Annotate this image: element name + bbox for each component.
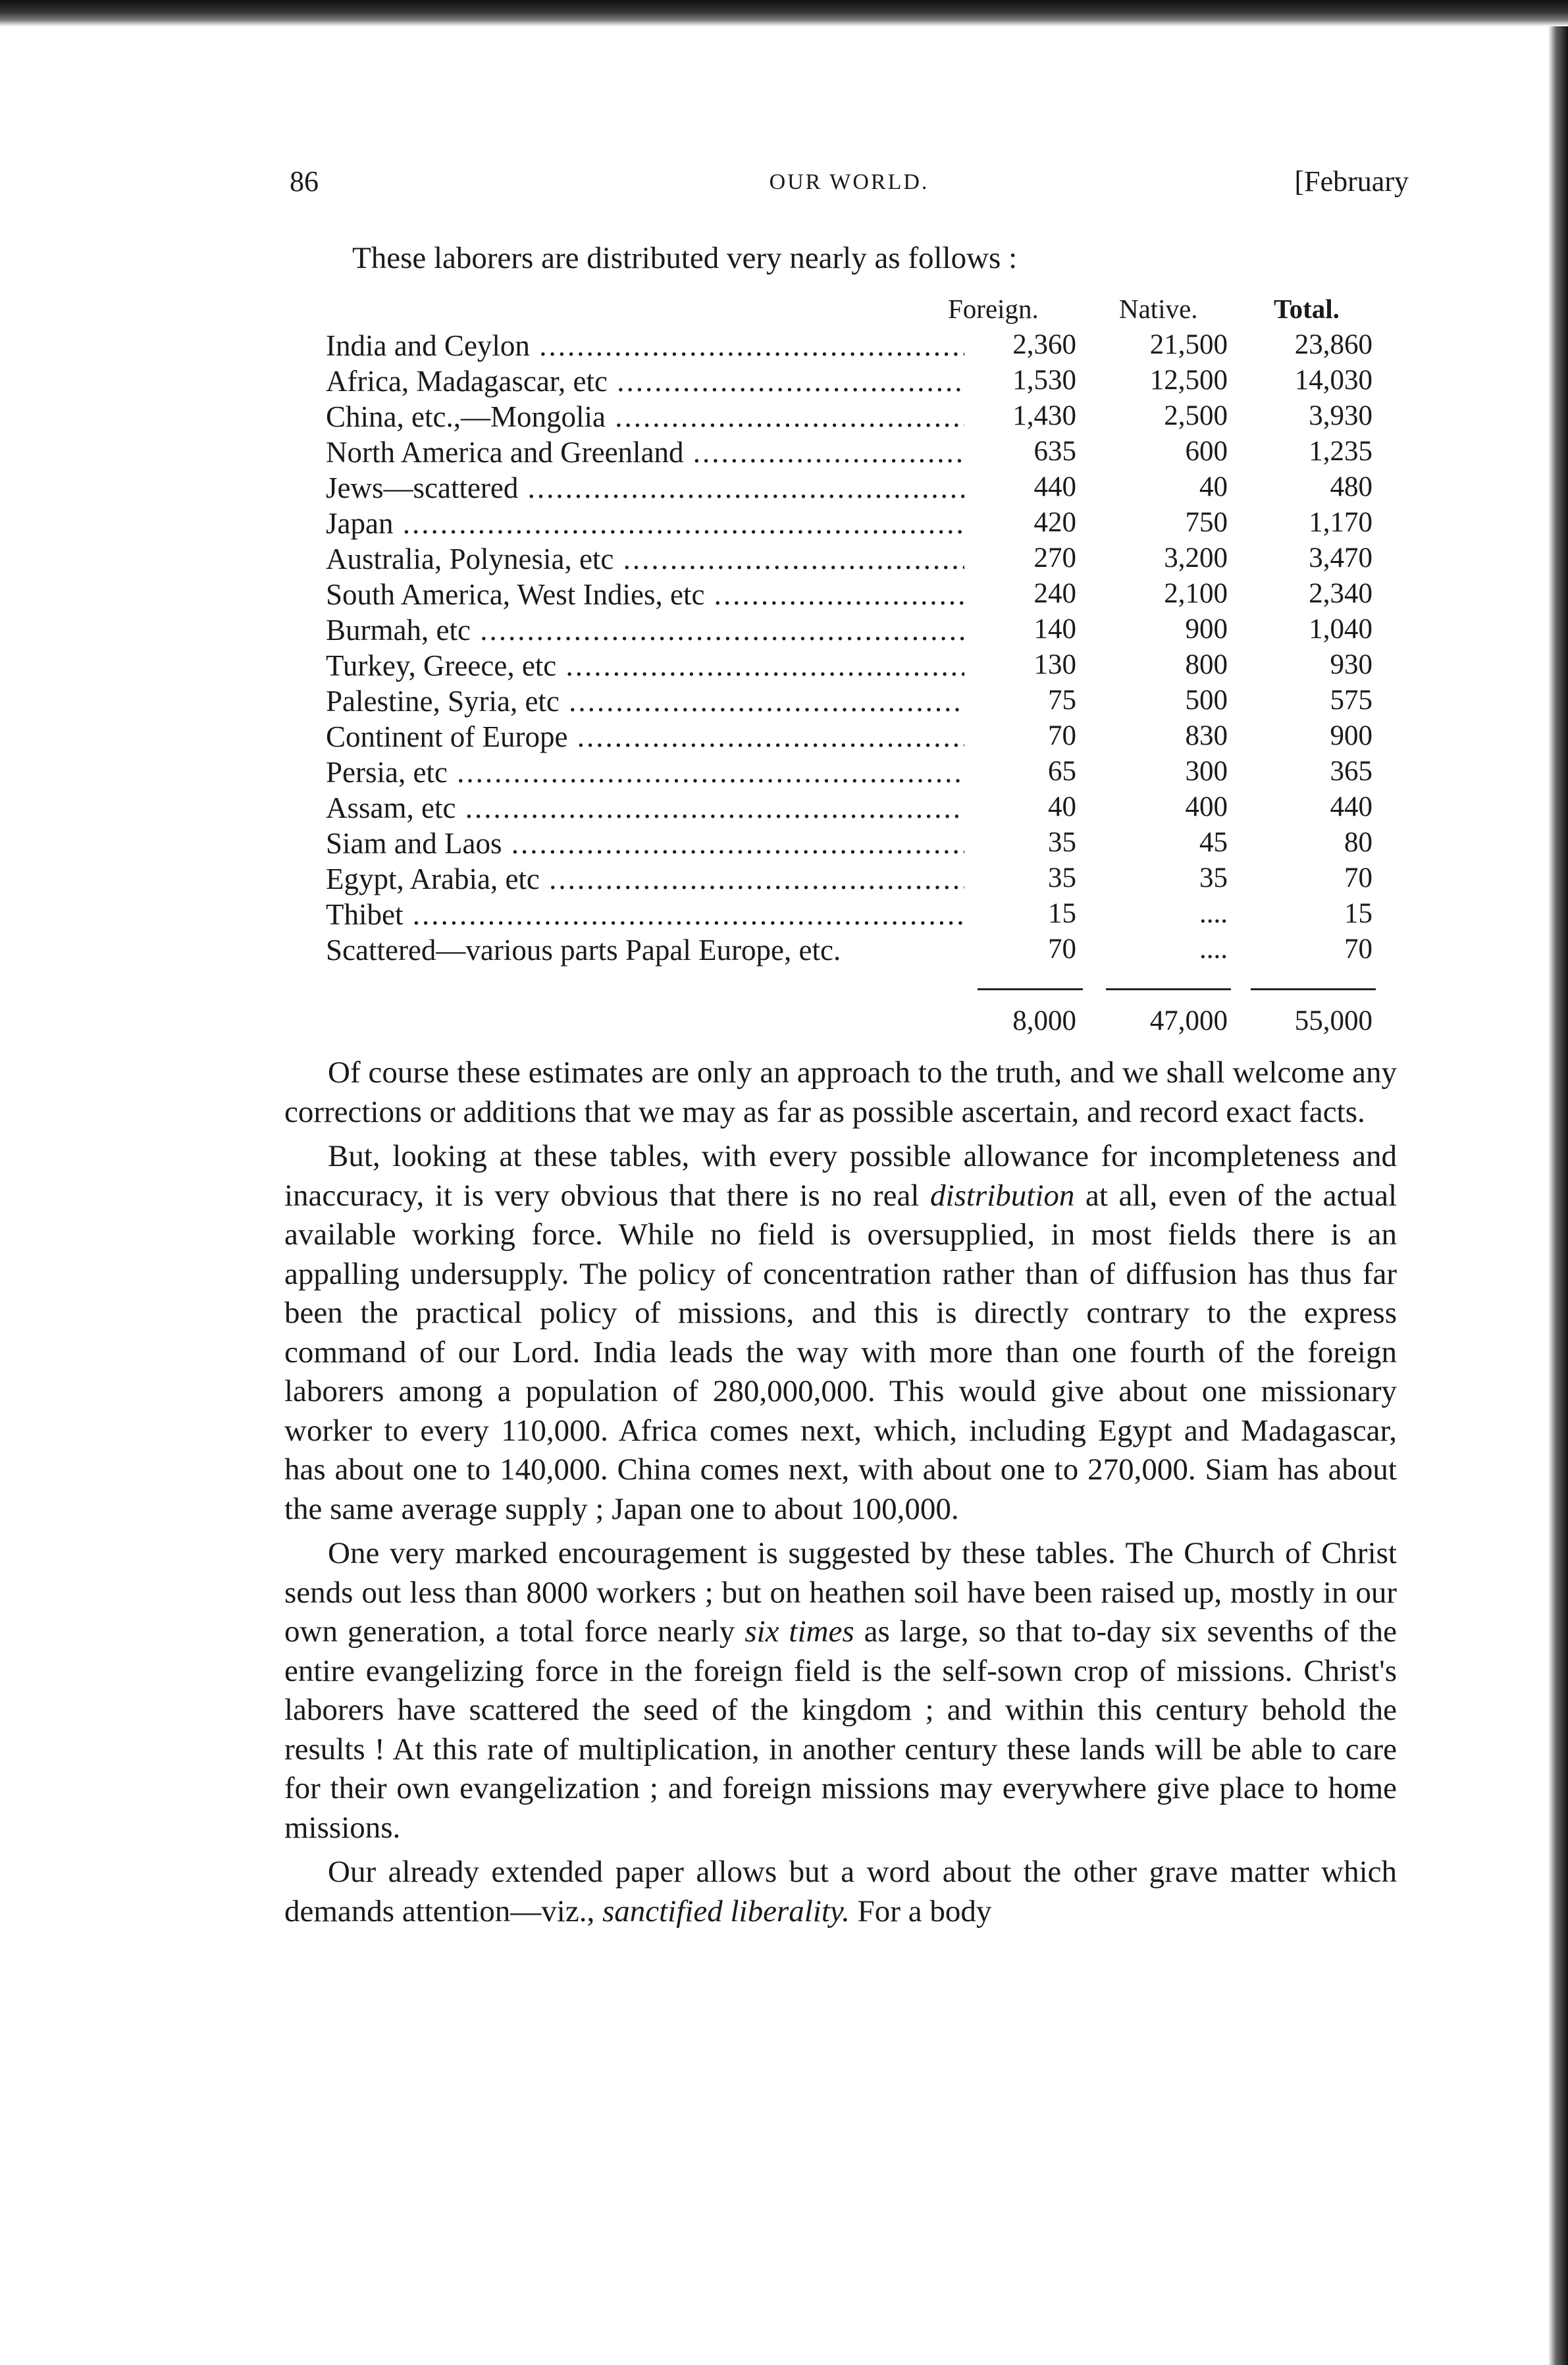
row-native: 500 <box>1185 685 1228 716</box>
table-row <box>326 435 1372 471</box>
table-row <box>326 613 1372 649</box>
row-total: 3,470 <box>1309 543 1372 573</box>
row-foreign: 35 <box>1048 863 1076 893</box>
row-total: 1,235 <box>1309 436 1372 467</box>
row-foreign: 70 <box>1048 934 1076 965</box>
row-label: Australia, Polynesia, etc ..... <box>326 542 964 576</box>
column-header-foreign: Foreign. <box>948 294 1039 324</box>
row-total: 14,030 <box>1294 365 1372 396</box>
table-row <box>326 755 1372 791</box>
row-foreign: 1,430 <box>1012 400 1076 431</box>
paragraph-2 <box>284 1137 1397 1529</box>
table-intro: These laborers are distributed very nearly as follows : <box>352 241 1018 275</box>
row-foreign: 70 <box>1048 720 1076 751</box>
page-number: 86 <box>290 165 319 198</box>
row-native: 40 <box>1199 471 1228 502</box>
table-row <box>326 933 1372 969</box>
row-total: 365 <box>1330 756 1372 787</box>
row-native: 35 <box>1199 863 1228 893</box>
totals-row <box>326 995 1372 1041</box>
paragraph-3-text-b: as large, so that to-day six sevenths of the entire evangelizing force in the foreign field is the self-sown crop of missions. Christ's laborers have scattered the seed of the kingdom ; and within this century behold the results ! At this rate of multiplication, in another century these lands will be able to care for their own evangelization ; and foreign missions may everywhere give place to home missions. <box>284 1614 1397 1845</box>
row-native: 800 <box>1185 649 1228 680</box>
total-native: 47,000 <box>1149 1005 1228 1036</box>
row-foreign: 40 <box>1048 791 1076 822</box>
scan-top-edge <box>0 0 1568 26</box>
paragraph-3-text-a: One very marked encouragement is suggested by these tables. The Church of Christ sends out less than 8000 workers ; but on heathen soil have been raised up, mostly in our own generation, a total force nearly <box>284 1536 1397 1649</box>
table-row <box>326 826 1372 862</box>
table-row <box>326 329 1372 364</box>
table-row <box>326 649 1372 684</box>
row-foreign: 635 <box>1033 436 1076 467</box>
table-row <box>326 720 1372 755</box>
row-label: Assam, etc ..... <box>326 791 964 825</box>
page-header <box>290 165 1409 204</box>
row-native: .... <box>1199 934 1228 965</box>
row-label: Continent of Europe ..... <box>326 720 964 754</box>
paragraph-4-text-a: Our already extended paper allows but a word about the other grave matter which demands attention—viz., <box>284 1855 1397 1928</box>
emphasis-six-times: six times <box>745 1614 854 1649</box>
header-date: [February <box>1294 165 1409 198</box>
table-row <box>326 862 1372 897</box>
running-head: OUR WORLD. <box>769 170 929 194</box>
row-foreign: 2,360 <box>1012 329 1076 360</box>
row-native: 45 <box>1199 827 1228 858</box>
rule-foreign <box>978 988 1083 990</box>
total-total: 55,000 <box>1294 1005 1372 1036</box>
row-foreign: 1,530 <box>1012 365 1076 396</box>
column-headers <box>326 293 1366 329</box>
table-row <box>326 400 1372 435</box>
table-row <box>326 684 1372 720</box>
paragraph-1 <box>284 1053 1397 1132</box>
table-row <box>326 791 1372 826</box>
sum-rules <box>326 969 1366 995</box>
paragraph-2-text-b: at all, even of the actual available working force. While no field is oversupplied, in most fields there is an appalling undersupply. The policy of concentration rather than of diffusion has thus far been the practical policy of missions, and this is directly contrary to the express command of our Lord. India leads the way with more than one fourth of the foreign laborers among a population of 280,000,000. This would give about one missionary worker to every 110,000. Africa comes next, which, including Egypt and Madagascar, has about one to 140,000. China comes next, with about one to 270,000. Siam has about the same average supply ; Japan one to about 100,000. <box>284 1178 1397 1526</box>
row-total: 2,340 <box>1309 578 1372 609</box>
paragraph-1-text: Of course these estimates are only an approach to the truth, and we shall welcome any corrections or additions that we may as far as possible ascertain, and record exact facts. <box>284 1055 1397 1129</box>
row-total: 3,930 <box>1309 400 1372 431</box>
row-foreign: 130 <box>1033 649 1076 680</box>
row-total: 23,860 <box>1294 329 1372 360</box>
row-native: 3,200 <box>1164 543 1228 573</box>
row-foreign: 420 <box>1033 507 1076 538</box>
table-row <box>326 577 1372 613</box>
row-foreign: 35 <box>1048 827 1076 858</box>
laborers-table <box>326 293 1372 1041</box>
row-total: 1,170 <box>1309 507 1372 538</box>
paragraph-2-text-a: But, looking at these tables, with every possible allowance for incompleteness and inaccuracy, it is very obvious that there is no real <box>284 1139 1397 1213</box>
row-label: Burmah, etc ..... <box>326 613 964 647</box>
rule-total <box>1251 988 1376 990</box>
row-total: 15 <box>1344 898 1372 929</box>
column-header-total: Total. <box>1274 294 1340 324</box>
row-foreign: 240 <box>1033 578 1076 609</box>
scan-right-edge <box>1548 26 1568 2365</box>
row-total: 930 <box>1330 649 1372 680</box>
paragraph-4-text-b: For a body <box>849 1894 992 1928</box>
row-foreign: 65 <box>1048 756 1076 787</box>
emphasis-sanctified-liberality: sanctified liberality. <box>602 1894 850 1928</box>
row-native: 600 <box>1185 436 1228 467</box>
row-total: 1,040 <box>1309 614 1372 645</box>
row-native: 750 <box>1185 507 1228 538</box>
row-total: 80 <box>1344 827 1372 858</box>
row-label: Egypt, Arabia, etc ..... <box>326 862 964 896</box>
row-label: Turkey, Greece, etc ..... <box>326 649 964 683</box>
row-label: Siam and Laos ..... <box>326 826 964 861</box>
row-total: 575 <box>1330 685 1372 716</box>
row-label: Thibet ..... <box>326 897 964 932</box>
row-label: India and Ceylon ..... <box>326 329 964 363</box>
row-native: 400 <box>1185 791 1228 822</box>
table-row <box>326 897 1372 933</box>
row-label: China, etc.,—Mongolia ..... <box>326 400 964 434</box>
row-native: 2,100 <box>1164 578 1228 609</box>
row-label: Africa, Madagascar, etc ..... <box>326 364 964 398</box>
row-native: 300 <box>1185 756 1228 787</box>
row-total: 70 <box>1344 934 1372 965</box>
total-foreign: 8,000 <box>1012 1005 1076 1036</box>
emphasis-distribution: distribution <box>930 1178 1075 1213</box>
row-total: 480 <box>1330 471 1372 502</box>
row-foreign: 75 <box>1048 685 1076 716</box>
body-text <box>284 1053 1397 1936</box>
row-foreign: 270 <box>1033 543 1076 573</box>
row-native: 21,500 <box>1149 329 1228 360</box>
row-native: 830 <box>1185 720 1228 751</box>
paragraph-3 <box>284 1534 1397 1847</box>
row-label: North America and Greenland ..... <box>326 435 964 469</box>
row-total: 440 <box>1330 791 1372 822</box>
table-row <box>326 506 1372 542</box>
row-native: 2,500 <box>1164 400 1228 431</box>
row-label: Jews—scattered ..... <box>326 471 964 505</box>
row-total: 900 <box>1330 720 1372 751</box>
column-header-native: Native. <box>1119 294 1198 324</box>
row-foreign: 440 <box>1033 471 1076 502</box>
row-label: South America, West Indies, etc ..... <box>326 577 964 612</box>
row-label: Japan ..... <box>326 506 964 541</box>
row-native: 12,500 <box>1149 365 1228 396</box>
row-foreign: 140 <box>1033 614 1076 645</box>
row-total: 70 <box>1344 863 1372 893</box>
table-row <box>326 542 1372 577</box>
rule-native <box>1106 988 1231 990</box>
table-row <box>326 364 1372 400</box>
row-label: Scattered—various parts Papal Europe, etc. <box>326 934 841 967</box>
table-row <box>326 471 1372 506</box>
row-native: .... <box>1199 898 1228 929</box>
row-label: Persia, etc ..... <box>326 755 964 789</box>
row-label: Palestine, Syria, etc ..... <box>326 684 964 718</box>
row-native: 900 <box>1185 614 1228 645</box>
table-body <box>326 329 1372 933</box>
paragraph-4 <box>284 1853 1397 1931</box>
row-foreign: 15 <box>1048 898 1076 929</box>
